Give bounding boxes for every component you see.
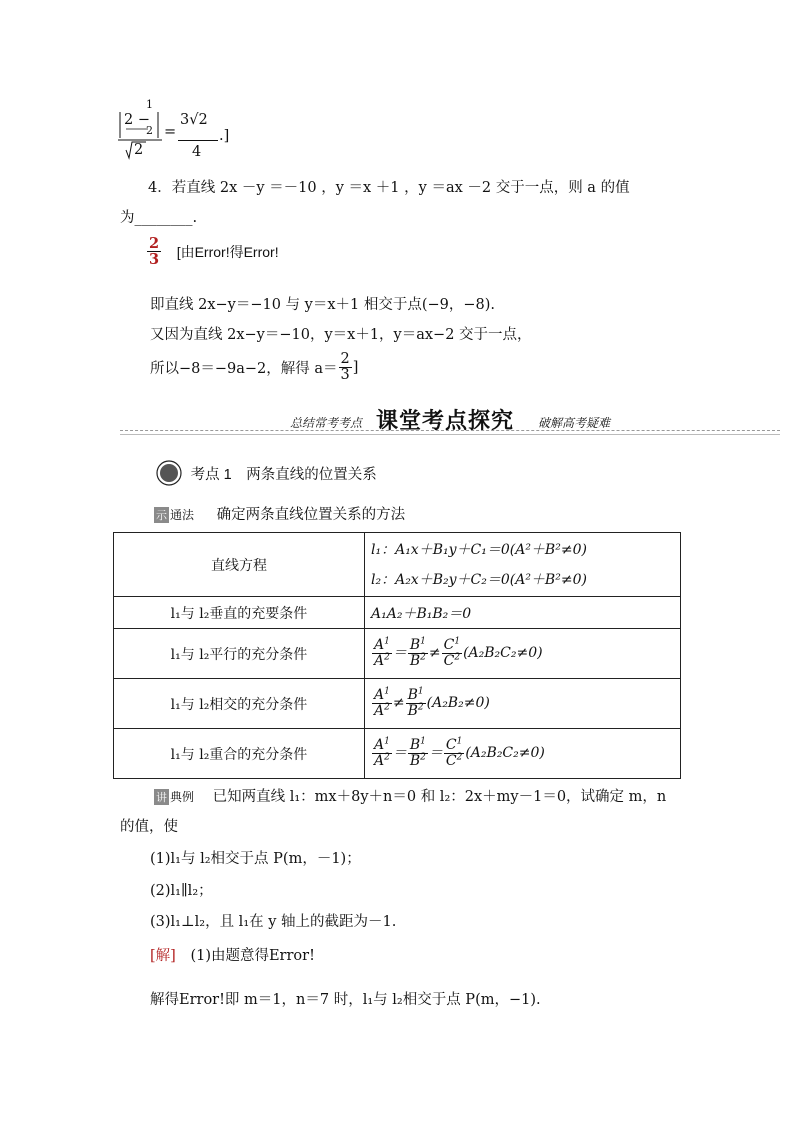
table-row (114, 679, 681, 729)
table-row (114, 597, 681, 629)
sqrt-two-denominator: 2 (134, 142, 144, 158)
section-banner (120, 402, 780, 438)
kaodian-label: 考点 1 两条直线的位置关系 (190, 466, 377, 483)
example-item3: (3)l₁⊥l₂，且 l₁在 y 轴上的截距为－1. (150, 914, 397, 930)
example-line1 (154, 785, 666, 806)
banner-left-text: 总结常考考点 (290, 416, 363, 430)
table-row (114, 729, 681, 779)
parallel-condition: $\frac{A^1}{A^2}$ ＝ $\frac{B^1}{B^2}$ ≠ $\frac{C^1}{C^2}$ (A₂B₂C₂≠0) (365, 629, 681, 679)
method-heading (154, 503, 405, 524)
table-cell-label: l₁与 l₂重合的充分条件 (114, 729, 365, 779)
half-numerator: 1 (146, 98, 153, 111)
intersect-condition-tail: (A₂B₂≠0) (426, 695, 490, 712)
q4-step2: 又因为直线 2x−y＝−10，y＝x＋1，y＝ax−2 交于一点， (150, 327, 532, 343)
half-denominator: 2 (146, 124, 153, 137)
l1-equation: l₁：A₁x＋B₁y＋C₁＝0(A²＋B²≠0) (371, 541, 587, 558)
q4-answer-tail: [由Error!得Error! (176, 243, 279, 260)
rhs-numerator: 3√2 (180, 112, 208, 128)
q4-answer-denominator: 3 (149, 251, 160, 269)
q4-number: 4 (148, 180, 158, 196)
example-item1: (1)l₁与 l₂相交于点 P(m，－1)； (150, 851, 361, 867)
example-text-line1: 已知两直线 l₁：mx＋8y＋n＝0 和 l₂：2x＋my－1＝0，试确定 m，n (212, 789, 667, 805)
method-tag-icon: 示 (156, 509, 167, 522)
parallel-condition-tail: (A₂B₂C₂≠0) (463, 645, 543, 662)
table-row (114, 533, 681, 597)
q4-answer-fraction (147, 236, 161, 267)
example-tag-text: 典例 (170, 790, 195, 804)
equals-sign: = (164, 124, 177, 140)
q4-text-line1: ．若直线 2x －y ＝－10 ，y ＝x ＋1 ，y ＝ax －2 交于一点，则 a 的值 (157, 180, 630, 196)
table-cell-label: l₁与 l₂平行的充分条件 (114, 629, 365, 679)
solution-line1 (150, 944, 315, 965)
q4-answer-numerator: 2 (149, 235, 160, 252)
conditions-table (113, 532, 681, 779)
kaodian-heading (156, 460, 377, 486)
kaodian-circle-icon (156, 460, 182, 486)
method-title: 确定两条直线位置关系的方法 (216, 507, 406, 523)
example-line2: 的值，使 (120, 819, 178, 835)
l2-equation: l₂：A₂x＋B₂y＋C₂＝0(A²＋B²≠0) (371, 571, 587, 588)
rhs-fraction-bar (178, 140, 218, 141)
answer-end-bracket: .] (219, 128, 230, 144)
banner-separator-top (120, 430, 780, 431)
perpendicular-condition: A₁A₂＋B₁B₂＝0 (365, 597, 681, 629)
solution-tag: [解] (150, 948, 176, 964)
solution-text-line1: (1)由题意得Error! (190, 948, 315, 964)
coincide-condition-tail: (A₂B₂C₂≠0) (465, 745, 545, 762)
table-cell-label: l₁与 l₂垂直的充要条件 (114, 597, 365, 629)
q4-line2: 为________. (120, 210, 198, 226)
q4-step3-fraction (339, 352, 352, 383)
example-item2: (2)l₁∥l₂； (150, 883, 213, 899)
banner-separator-bottom (120, 434, 780, 435)
banner-right-text: 破解高考疑难 (538, 416, 611, 430)
table-cell-label: l₁与 l₂相交的充分条件 (114, 679, 365, 729)
table-cell-label: 直线方程 (114, 533, 365, 597)
table-cell-equations (365, 533, 681, 597)
abs-numerator-two: 2 − (124, 112, 150, 128)
q4-step3 (150, 352, 358, 383)
q4-line1 (148, 176, 630, 197)
banner-title: 课堂考点探究 (376, 408, 515, 433)
q4-step3-pre: 所以−8＝−9a−2，解得 a＝ (150, 361, 338, 378)
q4-step3-denominator: 3 (340, 367, 350, 384)
coincide-condition: $\frac{A^1}{A^2}$ ＝ $\frac{B^1}{B^2}$ ＝ $\frac{C^1}{C^2}$ (A₂B₂C₂≠0) (365, 729, 681, 779)
q4-step1: 即直线 2x−y＝−10 与 y＝x＋1 相交于点(−9，−8). (150, 297, 496, 313)
rhs-denominator: 4 (192, 144, 202, 160)
intersect-condition: $\frac{A^1}{A^2}$ ≠ $\frac{B^1}{B^2}$ (A₂B₂≠0) (365, 679, 681, 729)
solution-line2: 解得Error!即 m＝1，n＝7 时，l₁与 l₂相交于点 P(m，−1). (150, 992, 541, 1008)
method-tag-text: 通法 (170, 508, 195, 522)
table-row (114, 629, 681, 679)
q4-answer (146, 236, 279, 267)
q4-step3-numerator: 2 (340, 351, 350, 367)
q4-step3-post: ] (352, 359, 359, 376)
example-tag-icon: 讲 (156, 791, 167, 804)
